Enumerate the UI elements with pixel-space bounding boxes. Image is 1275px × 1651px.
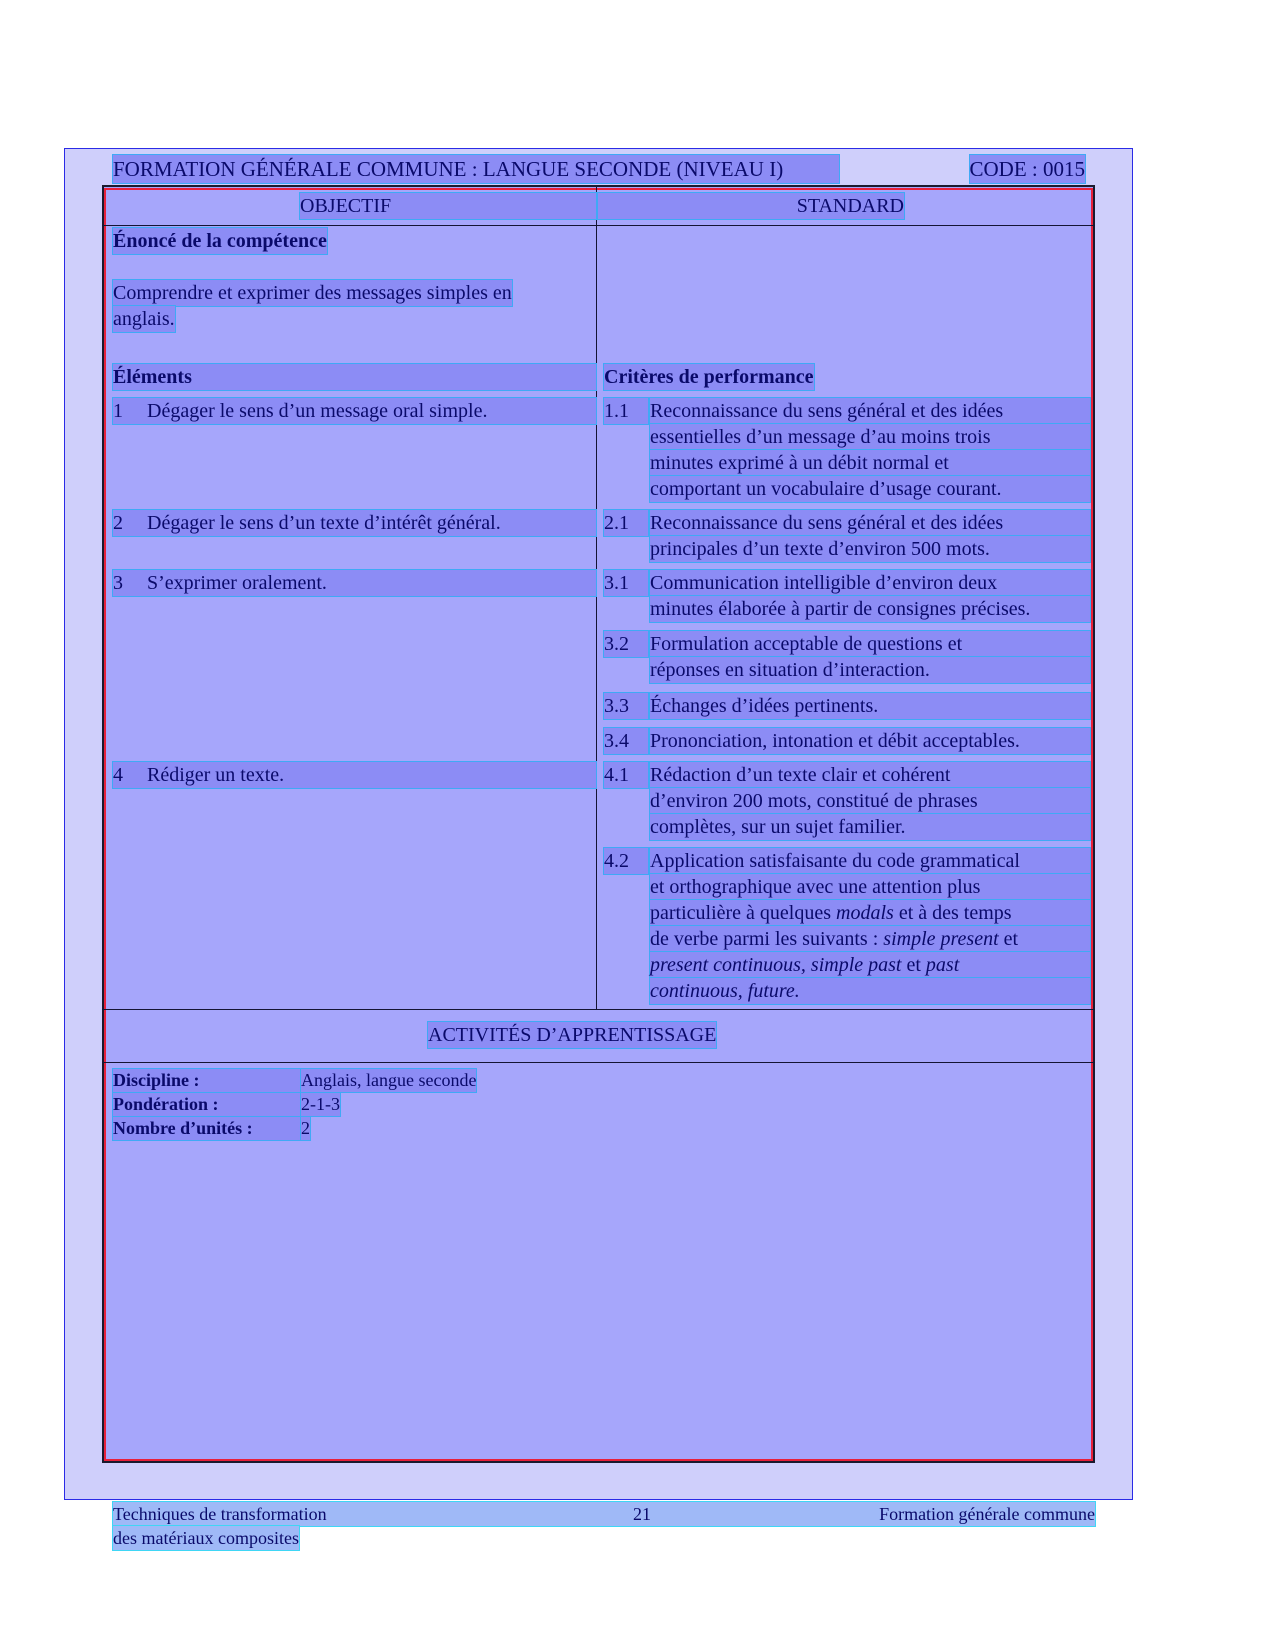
activites-title: ACTIVITÉS D’APPRENTISSAGE [428,1024,717,1046]
table-rule [102,1062,1095,1063]
enonce-line: Comprendre et exprimer des messages simples en [113,282,512,304]
element-number: 2 [113,512,123,534]
criterion-text: Communication intelligible d’environ deux minutes élaborée à partir de consignes précises. [650,570,1090,622]
discipline-label: Discipline : [113,1069,301,1092]
criterion-number: 2.1 [604,510,648,536]
unites-value: 2 [301,1118,310,1138]
element-text: Dégager le sens d’un texte d’intérêt général. [147,512,501,534]
footer-program-line2: des matériaux composites [113,1528,299,1548]
criterion-text: Formulation acceptable de questions et réponses en situation d’interaction. [650,631,1090,683]
table-rule [102,1009,1095,1010]
header-code: CODE : 0015 [969,157,1085,181]
criterion-number: 3.2 [604,631,648,657]
footer-program: Techniques de transformation [113,1504,327,1524]
col-header-objectif: OBJECTIF [300,193,596,219]
criterion-number: 1.1 [604,398,648,424]
table-rule [102,225,1095,226]
element-item [113,762,596,788]
criterion-number: 3.1 [604,570,648,596]
discipline-value: Anglais, langue seconde [301,1070,477,1090]
criterion-text: Reconnaissance du sens général et des idées essentielles d’un message d’au moins trois minutes exprimé à un débit normal et comportant un vocabulaire d’usage courant. [650,398,1090,502]
ponderation-value: 2-1-3 [301,1094,340,1114]
footer-section: Formation générale commune [879,1504,1095,1524]
element-text: Dégager le sens d’un message oral simple. [147,400,488,422]
element-item [113,510,596,536]
header-title: FORMATION GÉNÉRALE COMMUNE : LANGUE SECONDE (NIVEAU I) [113,155,839,183]
criterion-number: 4.1 [604,762,648,788]
col-header-standard: STANDARD [598,193,904,219]
enonce-label: Énoncé de la compétence [113,230,327,252]
criterion-text: Rédaction d’un texte clair et cohérent d’environ 200 mots, constitué de phrases complètes, sur un sujet familier. [650,762,1090,840]
criterion-text: Échanges d’idées pertinents. [650,693,1090,719]
ponderation-label: Pondération : [113,1093,301,1116]
element-text: Rédiger un texte. [147,764,285,786]
criterion-number: 4.2 [604,848,648,874]
criterion-number: 3.3 [604,693,648,719]
column-divider [596,187,597,1009]
element-item [113,570,596,596]
element-number: 4 [113,764,123,786]
criterion-number: 3.4 [604,728,648,754]
criterion-text: Reconnaissance du sens général et des idées principales d’un texte d’environ 500 mots. [650,510,1090,562]
element-text: S’exprimer oralement. [147,572,327,594]
elements-label: Éléments [113,364,596,390]
enonce-line: anglais. [113,308,175,330]
element-number: 3 [113,572,123,594]
criterion-text: Prononciation, intonation et débit acceptables. [650,728,1090,754]
element-item [113,398,596,424]
criterion-text: Application satisfaisante du code grammatical et orthographique avec une attention plus particulière à quelques modals et à des temps de verbe parmi les suivants : simple present et present continuous, simple past et past continuous, future. [650,848,1090,1004]
page-number: 21 [633,1504,651,1524]
page-header [113,155,1085,183]
element-number: 1 [113,400,123,422]
criteres-label: Critères de performance [604,366,814,388]
unites-label: Nombre d’unités : [113,1117,301,1140]
